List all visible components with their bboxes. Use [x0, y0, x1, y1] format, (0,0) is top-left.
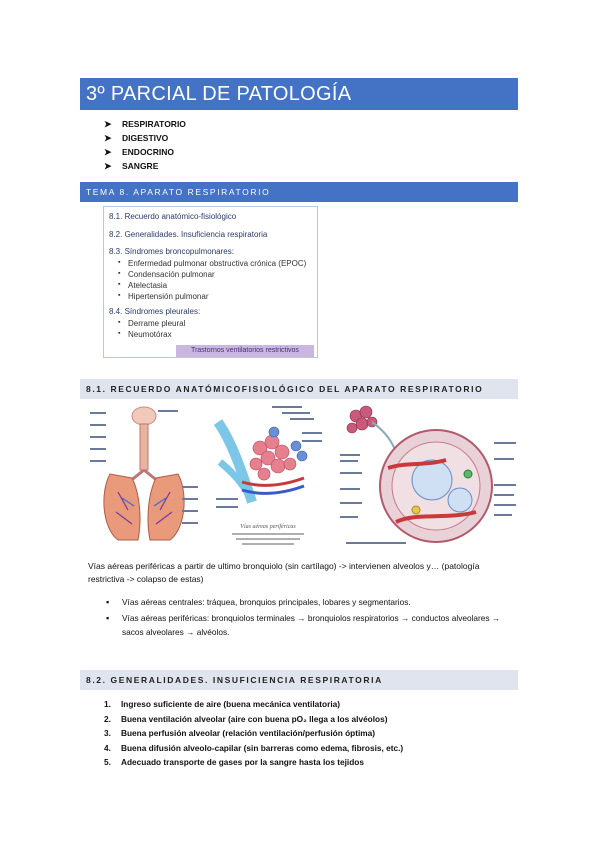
- section-heading-8-2: 8.2. GENERALIDADES. INSUFICIENCIA RESPIRATORIA: [80, 670, 518, 690]
- topic-label: ENDOCRINO: [122, 147, 174, 157]
- item-text: Buena ventilación alveolar (aire con buena pO₂ llega a los alvéolos): [121, 713, 388, 724]
- list-item: [104, 726, 403, 741]
- toc-subitem: ▪ Neumotórax: [128, 330, 172, 339]
- item-number: 2.: [104, 713, 111, 724]
- list-item: [104, 741, 403, 756]
- item-number: 1.: [104, 699, 111, 709]
- item-text: Ingreso suficiente de aire (buena mecánica ventilatoria): [121, 699, 341, 709]
- topic-label: DIGESTIVO: [122, 133, 169, 143]
- arrow-bullet-icon: ➤: [104, 119, 112, 129]
- restrictive-disorders-label: Trastornos ventilatorios restrictivos: [176, 345, 314, 357]
- toc-item: 8.4. Síndromes pleurales:: [109, 307, 201, 316]
- toc-item: 8.3. Síndromes broncopulmonares:: [109, 247, 234, 256]
- section-heading-8-1: 8.1. RECUERDO ANATÓMICOFISIOLÓGICO DEL APARATO RESPIRATORIO: [80, 379, 518, 399]
- toc-subitem: ▪ Atelectasia: [128, 281, 167, 290]
- list-item: [104, 117, 186, 131]
- toc-subitem: ▪ Condensación pulmonar: [128, 270, 215, 279]
- airways-paragraph: Vías aéreas periféricas a partir de ultimo bronquiolo (sin cartílago) -> intervienen alveolos y… (patología restrictiva -> colapso de estas): [88, 561, 480, 584]
- topic-label: SANGRE: [122, 161, 159, 171]
- list-item: [104, 145, 186, 159]
- topic-label: RESPIRATORIO: [122, 119, 186, 129]
- topic-list: [104, 117, 186, 173]
- airways-list: [104, 595, 514, 641]
- list-item: [104, 712, 403, 727]
- alveolar-capillary-illustration: [336, 402, 520, 548]
- item-number: 5.: [104, 757, 111, 767]
- list-item: [104, 755, 403, 770]
- list-item: [104, 131, 186, 145]
- toc-subitem: ▪ Hipertensión pulmonar: [128, 292, 209, 301]
- list-item: [104, 697, 403, 712]
- section-heading-tema8: TEMA 8. APARATO RESPIRATORIO: [80, 182, 518, 202]
- list-item: ▪ Vías aéreas periféricas: bronquiolos terminales → bronquiolos respiratorios → conductos alveolares → sacos alveolares → alvéolos.: [104, 611, 514, 640]
- toc-subitem: ▪ Enfermedad pulmonar obstructiva crónica (EPOC): [128, 259, 306, 268]
- peripheral-airways-illustration: [212, 402, 324, 548]
- item-text: Buena perfusión alveolar (relación ventilación/perfusión óptima): [121, 728, 376, 738]
- list-item: ▪ Vías aéreas centrales: tráquea, bronquios principales, lobares y segmentarios.: [104, 595, 514, 610]
- anatomy-figures: [88, 402, 520, 550]
- item-text: Adecuado transporte de gases por la sangre hasta los tejidos: [121, 757, 364, 767]
- table-of-contents: [103, 206, 318, 358]
- page-title: 3º PARCIAL DE PATOLOGÍA: [80, 78, 518, 110]
- item-number: 4.: [104, 742, 111, 753]
- item-number: 3.: [104, 728, 111, 738]
- respiratory-tract-illustration: [88, 402, 200, 548]
- toc-subitem: ▪ Derrame pleural: [128, 319, 185, 328]
- item-text: Buena difusión alveolo-capilar (sin barreras como edema, fibrosis, etc.): [121, 742, 404, 753]
- arrow-bullet-icon: ➤: [104, 133, 112, 143]
- arrow-bullet-icon: ➤: [104, 147, 112, 157]
- toc-item: 8.2. Generalidades. Insuficiencia respiratoria: [109, 230, 268, 239]
- arrow-bullet-icon: ➤: [104, 161, 112, 171]
- toc-item: 8.1. Recuerdo anatómico-fisiológico: [109, 212, 237, 221]
- figure-caption: Vías aéreas periféricas: [240, 524, 296, 530]
- requirements-list: [104, 697, 403, 770]
- list-item: [104, 159, 186, 173]
